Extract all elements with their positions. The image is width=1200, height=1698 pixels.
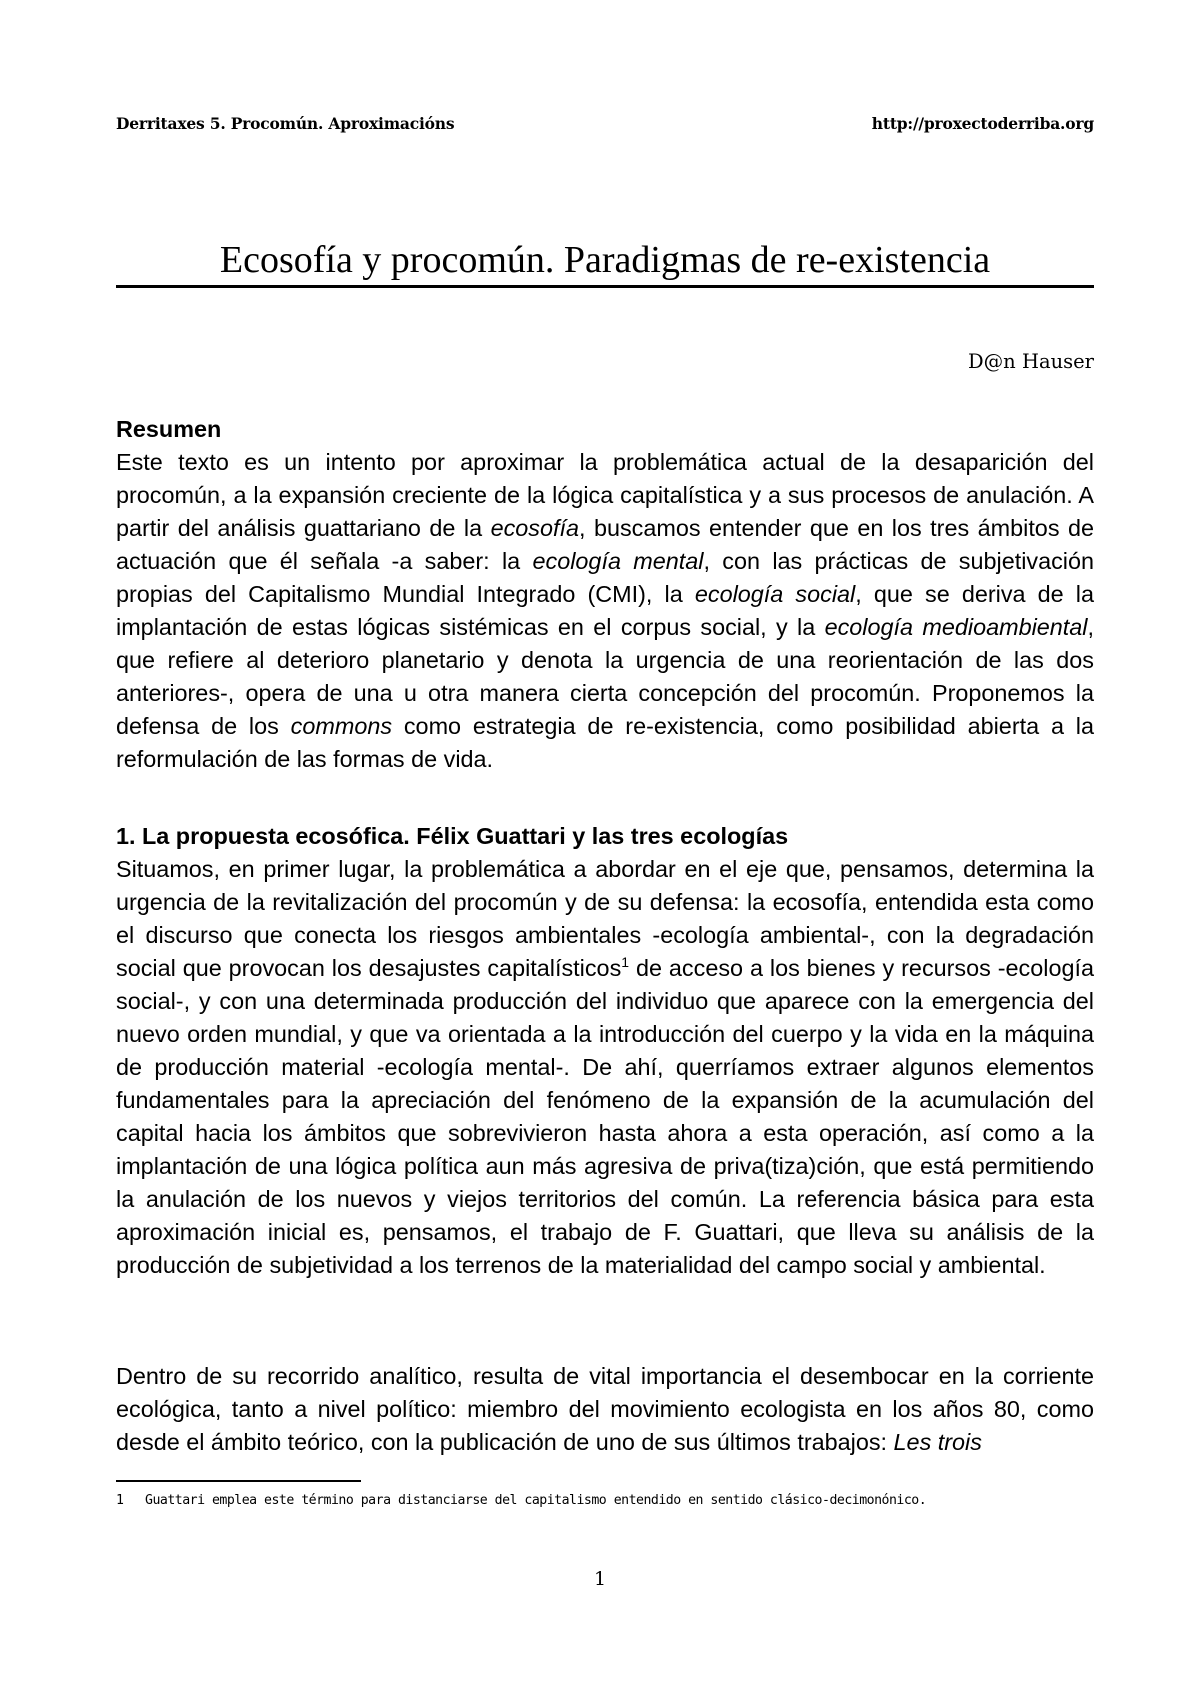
abstract-paragraph: Este texto es un intento por aproximar la problemática actual de la desaparición del procomún, a la expansión creciente de la lógica capitalística y a sus procesos de anulación. A partir del análisis guattariano de la ecosofía, buscamos entender que en los tres ámbitos de actuación que él señala -a saber: la ecología mental, con las prácticas de subjetivación propias del Capitalismo Mundial Integrado (CMI), la ecología social, que se deriva de la implantación de estas lógicas sistémicas en el corpus social, y la ecología medioambiental, que refiere al deterioro planetario y denota la urgencia de una reorientación de las dos anteriores-, opera de una u otra manera cierta concepción del procomún. Proponemos la defensa de los commons como estrategia de re-existencia, como posibilidad abierta a la reformulación de las formas de vida. <box>116 449 1095 772</box>
page-number: 1 <box>593 1568 607 1590</box>
header-website-url[interactable]: http://proxectoderriba.org <box>871 114 1094 133</box>
footnote <box>116 1491 1094 1511</box>
title-underline <box>116 285 1094 288</box>
section-1-heading: 1. La propuesta ecosófica. Félix Guattari y las tres ecologías <box>116 823 789 849</box>
footnote-reference[interactable]: 1 <box>621 954 630 970</box>
running-header <box>116 114 1094 133</box>
section-1-paragraph-2: Dentro de su recorrido analítico, resulta de vital importancia el desembocar en la corriente ecológica, tanto a nivel político: miembro del movimiento ecologista en los años 80, como desde el ámbito teórico, con la publicación de uno de sus últimos trabajos: Les trois <box>116 1363 1094 1455</box>
footnote-separator <box>116 1480 361 1482</box>
abstract-section <box>116 413 1094 776</box>
abstract-heading: Resumen <box>116 416 222 442</box>
document-title: Ecosofía y procomún. Paradigmas de re-existencia <box>219 239 991 281</box>
footnote-number: 1 <box>116 1493 124 1508</box>
section-1-paragraph: Situamos, en primer lugar, la problemática a abordar en el eje que, pensamos, determina la urgencia de la revitalización del procomún y de su defensa: la ecosofía, entendida esta como el discurso que conecta los riesgos ambientales -ecología ambiental-, con la degradación social que provocan los desajustes capitalísticos$^1$ de acceso a los bienes y recursos -ecología social-, y con una determinada producción del individuo que aparece con la emergencia del nuevo orden mundial, y que va orientada a la introducción del cuerpo y la vida en la máquina de producción material -ecología mental-. De ahí, querríamos extraer algunos elementos fundamentales para la apreciación del fenómeno de la expansión de la acumulación del capital hacia los ámbitos que sobrevivieron hasta ahora a esta operación, así como a la implantación de una lógica política aun más agresiva de priva(tiza)ción, que está permitiendo la anulación de los nuevos y viejos territorios del común. La referencia básica para esta aproximación inicial es, pensamos, el trabajo de F. Guattari, que lleva su análisis de la producción de subjetividad a los terrenos de la materialidad del campo social y ambiental. <box>116 856 1094 1278</box>
author-name: D@n Hauser <box>968 350 1094 373</box>
footnote-text: Guattari emplea este término para distanciarse del capitalismo entendido en sentido clásico-decimonónico. <box>145 1493 927 1508</box>
header-series-title: Derritaxes 5. Procomún. Aproximacións <box>116 114 455 133</box>
section-1 <box>116 820 1094 1282</box>
